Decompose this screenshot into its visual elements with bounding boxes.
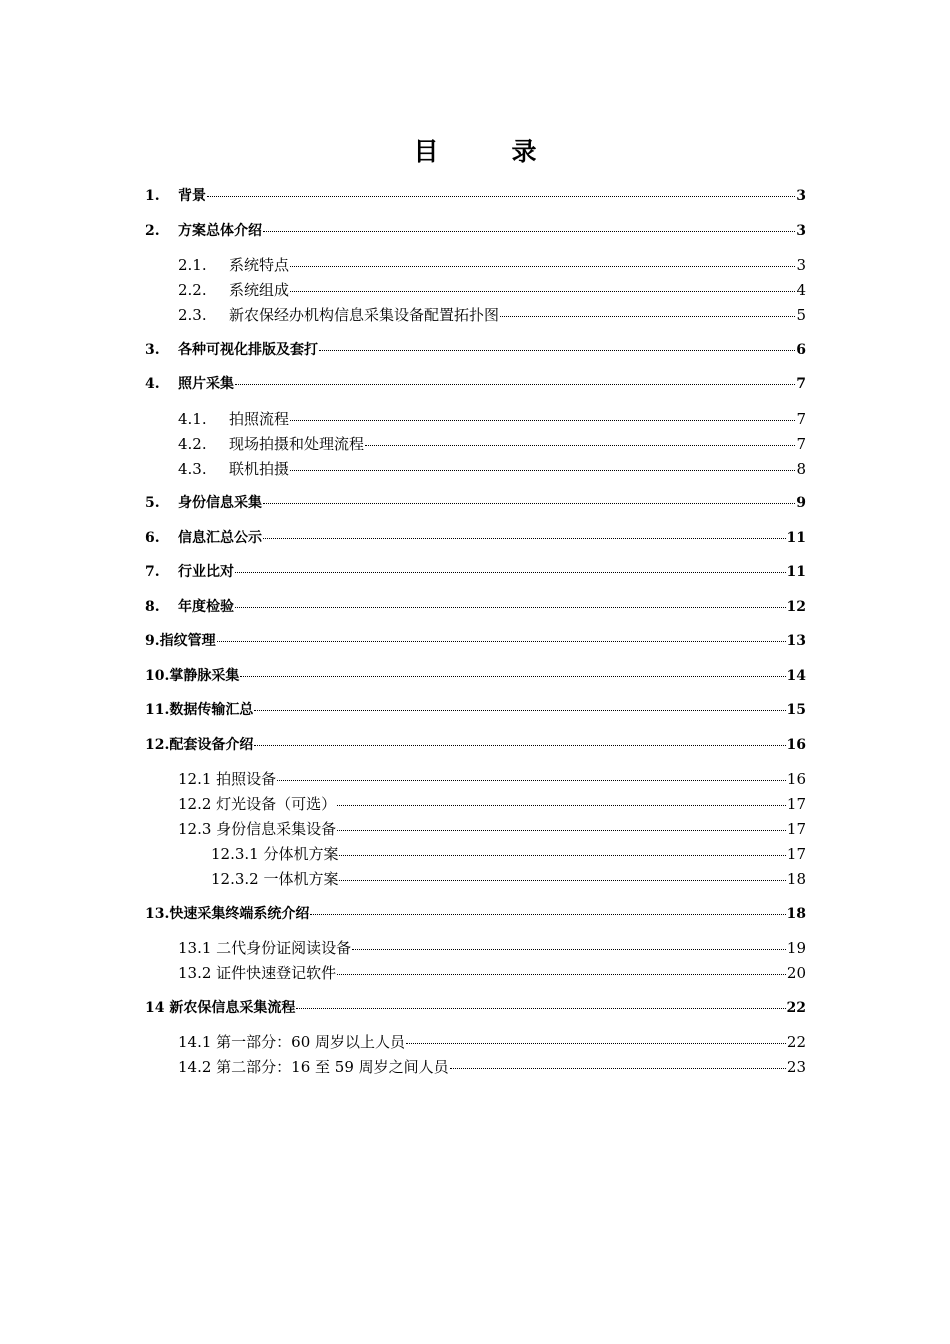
toc-entry-label: 14 新农保信息采集流程 xyxy=(145,999,296,1016)
toc-entry-label: 联机拍摄 xyxy=(229,459,290,478)
dot-leader xyxy=(235,384,795,385)
toc-entry[interactable] xyxy=(145,432,806,457)
toc-entry-page: 16 xyxy=(786,736,806,753)
toc-entry-page: 18 xyxy=(786,905,806,922)
toc-entry-number: 6. xyxy=(145,529,160,546)
toc-entry-label: 行业比对 xyxy=(178,564,234,580)
toc-entry-page: 7 xyxy=(796,409,806,428)
toc-entry-label: 14.2 第二部分：16 至 59 周岁之间人员 xyxy=(178,1058,449,1076)
toc-entry-label: 13.1 二代身份证阅读设备 xyxy=(178,939,352,957)
toc-entry-number: 3. xyxy=(145,341,160,358)
toc-entry-label: 信息汇总公示 xyxy=(178,529,262,546)
toc-entry-label: 背景 xyxy=(178,188,206,204)
toc-entry[interactable] xyxy=(145,526,806,551)
toc-entry[interactable] xyxy=(145,491,806,516)
dot-leader xyxy=(406,1043,786,1044)
toc-entry-label: 12.3 身份信息采集设备 xyxy=(178,820,337,838)
toc-entry-label: 现场拍摄和处理流程 xyxy=(229,434,365,453)
toc-entry[interactable] xyxy=(145,303,806,328)
toc-entry[interactable] xyxy=(145,961,806,986)
dot-leader xyxy=(500,316,795,317)
toc-entry-label: 13.快速采集终端系统介绍 xyxy=(145,905,310,922)
toc-entry[interactable] xyxy=(145,278,806,303)
toc-entry-label: 新农保经办机构信息采集设备配置拓扑图 xyxy=(229,306,500,324)
toc-entry-label: 14.1 第一部分：60 周岁以上人员 xyxy=(178,1033,406,1051)
dot-leader xyxy=(263,503,795,504)
toc-entry[interactable] xyxy=(145,767,806,792)
toc-entry-number: 4.3. xyxy=(178,459,207,478)
toc-entry-label: 12.2 灯光设备（可选） xyxy=(178,795,337,813)
toc-entry[interactable] xyxy=(145,936,806,961)
toc-entry[interactable] xyxy=(145,733,806,758)
toc-entry[interactable] xyxy=(145,902,806,927)
toc-entry[interactable] xyxy=(145,996,806,1021)
toc-entry-label: 各种可视化排版及套打 xyxy=(178,341,318,358)
toc-entry-page: 6 xyxy=(796,341,806,358)
toc-entry-label: 10.掌静脉采集 xyxy=(145,667,240,684)
dot-leader xyxy=(450,1068,786,1069)
toc-entry-label: 系统特点 xyxy=(229,256,290,274)
toc-entry-page: 9 xyxy=(796,495,806,511)
toc-entry[interactable] xyxy=(145,792,806,817)
toc-entry-page: 22 xyxy=(786,1033,806,1051)
toc-entry[interactable] xyxy=(145,629,806,654)
toc-entry-page: 14 xyxy=(786,667,806,684)
toc-entry-label: 12.配套设备介绍 xyxy=(145,736,254,753)
toc-entry-page: 17 xyxy=(786,820,806,838)
toc-entry-page: 16 xyxy=(786,770,806,788)
dot-leader xyxy=(277,780,786,781)
dot-leader xyxy=(235,572,786,573)
dot-leader xyxy=(263,231,795,232)
toc-entry-number: 4.1. xyxy=(178,409,207,428)
dot-leader xyxy=(217,641,786,642)
toc-entry[interactable] xyxy=(145,253,806,278)
dot-leader xyxy=(240,676,785,677)
toc-entry-number: 8. xyxy=(145,598,160,615)
toc-entry-page: 8 xyxy=(796,459,806,478)
toc-entry[interactable] xyxy=(145,867,806,892)
toc-entry[interactable] xyxy=(145,595,806,620)
dot-leader xyxy=(290,266,795,267)
dot-leader xyxy=(235,607,786,608)
toc-entry-label: 拍照流程 xyxy=(229,409,290,428)
table-of-contents xyxy=(145,184,806,1080)
toc-entry-label: 12.3.2 一体机方案 xyxy=(211,870,339,888)
toc-entry[interactable] xyxy=(145,338,806,363)
toc-entry-number: 2. xyxy=(145,222,160,239)
toc-entry[interactable] xyxy=(145,842,806,867)
toc-entry[interactable] xyxy=(145,184,806,209)
toc-entry-page: 22 xyxy=(786,999,806,1016)
dot-leader xyxy=(254,710,785,711)
dot-leader xyxy=(254,745,785,746)
dot-leader xyxy=(339,880,785,881)
toc-entry-number: 5. xyxy=(145,495,160,511)
toc-entry-page: 17 xyxy=(786,795,806,813)
toc-entry-page: 3 xyxy=(796,256,806,274)
toc-entry-page: 11 xyxy=(786,564,806,580)
toc-entry-label: 11.数据传输汇总 xyxy=(145,702,254,718)
toc-entry[interactable] xyxy=(145,457,806,482)
dot-leader xyxy=(337,830,786,831)
toc-entry-page: 12 xyxy=(786,598,806,615)
dot-leader xyxy=(337,805,786,806)
toc-entry[interactable] xyxy=(145,817,806,842)
toc-entry-number: 2.2. xyxy=(178,281,207,299)
toc-entry-label: 系统组成 xyxy=(229,281,290,299)
toc-entry-page: 19 xyxy=(786,939,806,957)
toc-entry[interactable] xyxy=(145,372,806,397)
dot-leader xyxy=(207,196,795,197)
toc-entry-label: 年度检验 xyxy=(178,598,234,615)
toc-entry-page: 3 xyxy=(796,222,806,239)
toc-entry[interactable] xyxy=(145,1055,806,1080)
toc-entry-page: 15 xyxy=(786,702,806,718)
dot-leader xyxy=(319,350,795,351)
toc-entry[interactable] xyxy=(145,664,806,689)
toc-entry-label: 身份信息采集 xyxy=(178,495,262,511)
toc-entry-page: 3 xyxy=(796,188,806,204)
toc-entry-label: 9.指纹管理 xyxy=(145,633,216,649)
toc-entry-page: 20 xyxy=(786,964,806,982)
dot-leader xyxy=(337,974,786,975)
toc-entry[interactable] xyxy=(145,407,806,432)
toc-entry-number: 1. xyxy=(145,188,160,204)
toc-entry[interactable] xyxy=(145,560,806,585)
dot-leader xyxy=(290,470,795,471)
toc-entry-number: 4.2. xyxy=(178,434,207,453)
dot-leader xyxy=(310,914,785,915)
dot-leader xyxy=(365,445,795,446)
toc-entry-label: 方案总体介绍 xyxy=(178,222,262,239)
dot-leader xyxy=(263,538,786,539)
toc-entry-page: 17 xyxy=(786,845,806,863)
dot-leader xyxy=(290,291,795,292)
toc-entry-label: 12.1 拍照设备 xyxy=(178,770,277,788)
toc-entry-page: 7 xyxy=(796,434,806,453)
dot-leader xyxy=(290,420,795,421)
toc-entry-page: 11 xyxy=(786,529,806,546)
toc-entry[interactable] xyxy=(145,219,806,244)
toc-entry-number: 2.3. xyxy=(178,306,207,324)
toc-entry-number: 2.1. xyxy=(178,256,207,274)
toc-entry-page: 4 xyxy=(796,281,806,299)
page-title: 目 录 xyxy=(413,137,561,166)
toc-entry[interactable] xyxy=(145,1030,806,1055)
dot-leader xyxy=(296,1008,785,1009)
toc-entry[interactable] xyxy=(145,698,806,723)
toc-entry-number: 7. xyxy=(145,564,160,580)
toc-entry-number: 4. xyxy=(145,376,160,392)
toc-entry-page: 18 xyxy=(786,870,806,888)
toc-entry-page: 13 xyxy=(786,633,806,649)
toc-entry-page: 5 xyxy=(796,306,806,324)
toc-entry-label: 照片采集 xyxy=(178,376,234,392)
dot-leader xyxy=(352,949,786,950)
toc-entry-page: 23 xyxy=(786,1058,806,1076)
toc-entry-label: 12.3.1 分体机方案 xyxy=(211,845,339,863)
dot-leader xyxy=(339,855,785,856)
toc-entry-page: 7 xyxy=(796,376,806,392)
toc-entry-label: 13.2 证件快速登记软件 xyxy=(178,964,337,982)
